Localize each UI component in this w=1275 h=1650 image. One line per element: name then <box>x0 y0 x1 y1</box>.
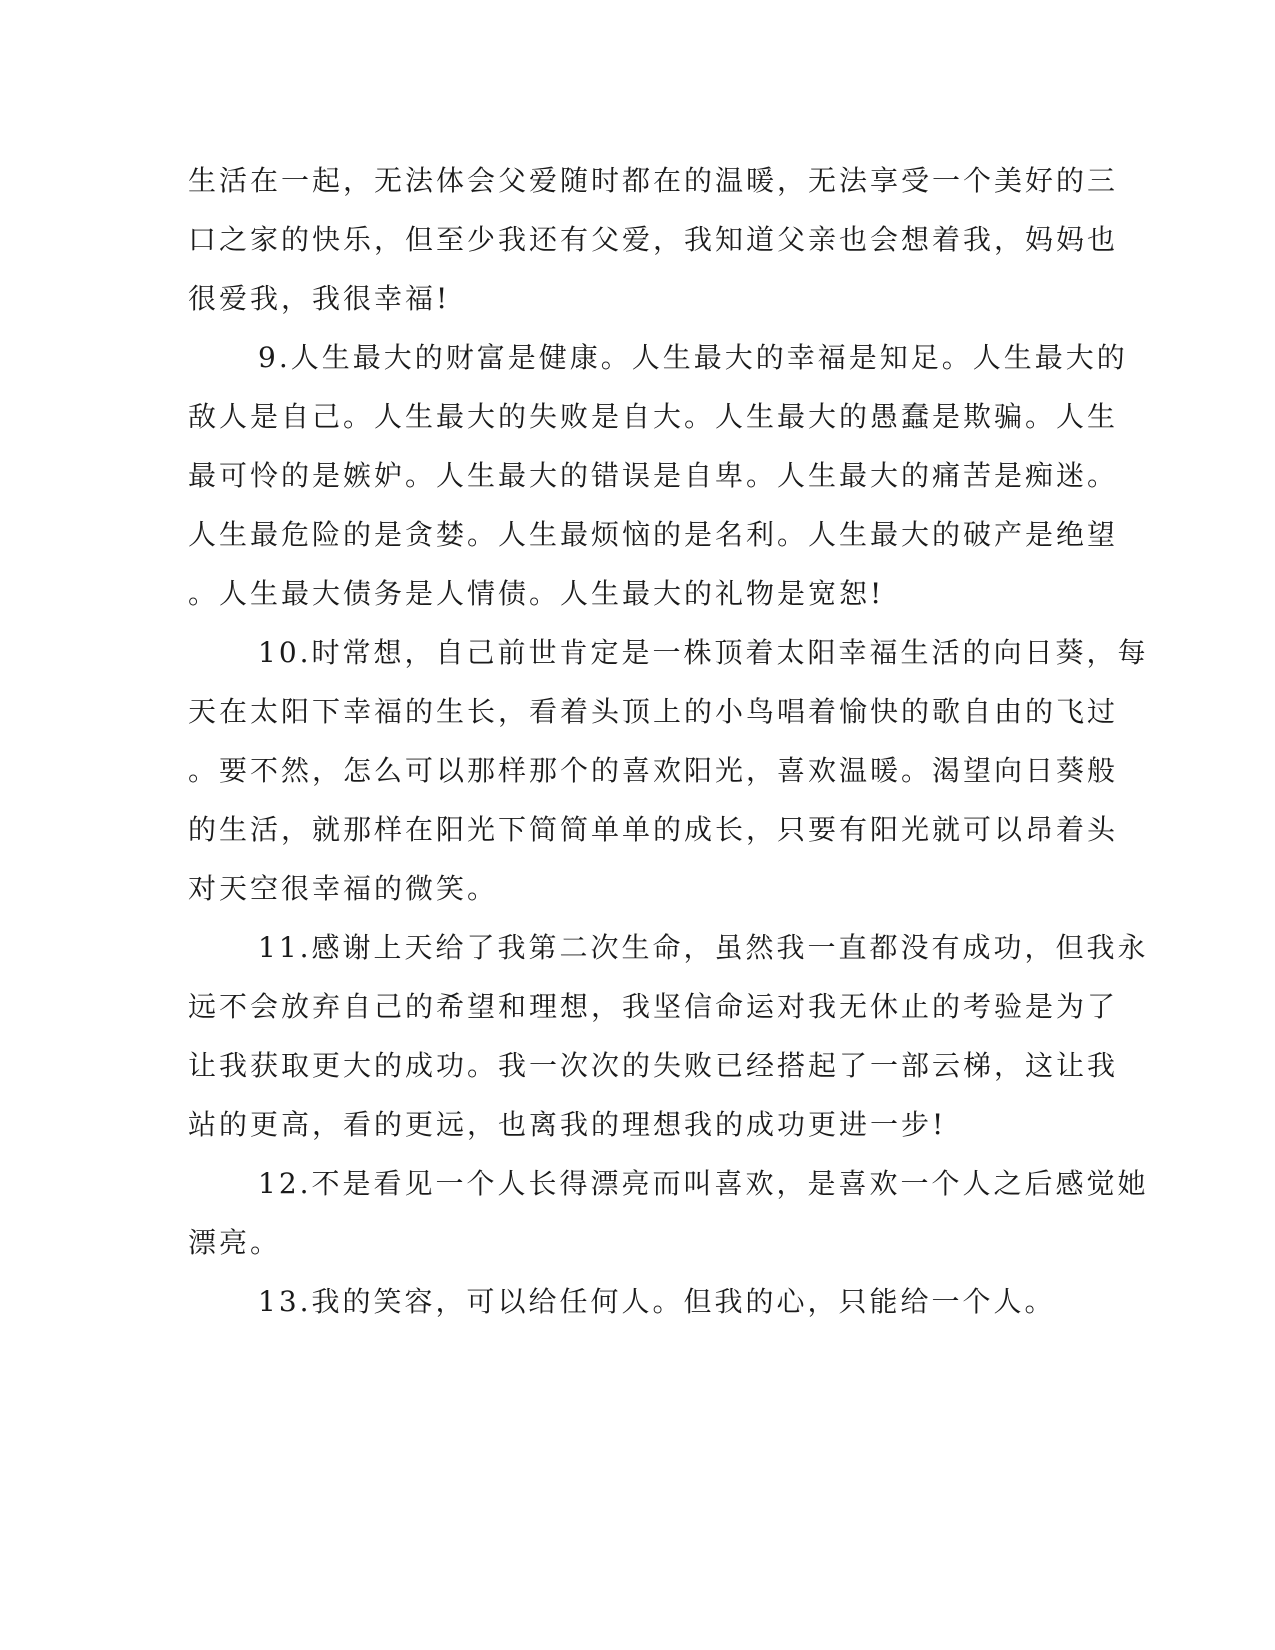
text-line: 站的更高，看的更远，也离我的理想我的成功更进一步! <box>188 1108 947 1141</box>
text-line: 11.感谢上天给了我第二次生命，虽然我一直都没有成功，但我永 <box>258 931 1149 964</box>
text-line: 敌人是自己。人生最大的失败是自大。人生最大的愚蠢是欺骗。人生 <box>188 400 1119 433</box>
text-line: 漂亮。 <box>188 1226 282 1259</box>
text-line: 9.人生最大的财富是健康。人生最大的幸福是知足。人生最大的 <box>258 341 1128 374</box>
text-line: 最可怜的是嫉妒。人生最大的错误是自卑。人生最大的痛苦是痴迷。 <box>188 459 1119 492</box>
text-line: 的生活，就那样在阳光下简简单单的成长，只要有阳光就可以昂着头 <box>188 813 1119 846</box>
text-line: 很爱我，我很幸福! <box>188 282 451 315</box>
text-line: 生活在一起，无法体会父爱随时都在的温暖，无法享受一个美好的三 <box>188 164 1119 197</box>
text-line: 。要不然，怎么可以那样那个的喜欢阳光，喜欢温暖。渴望向日葵般 <box>188 754 1119 787</box>
text-line: 对天空很幸福的微笑。 <box>188 872 499 905</box>
text-line: 天在太阳下幸福的生长，看着头顶上的小鸟唱着愉快的歌自由的飞过 <box>188 695 1119 728</box>
text-line: 让我获取更大的成功。我一次次的失败已经搭起了一部云梯，这让我 <box>188 1049 1119 1082</box>
text-line: 远不会放弃自己的希望和理想，我坚信命运对我无休止的考验是为了 <box>188 990 1119 1023</box>
text-line: 10.时常想，自己前世肯定是一株顶着太阳幸福生活的向日葵，每 <box>258 636 1149 669</box>
text-line: 口之家的快乐，但至少我还有父爱，我知道父亲也会想着我，妈妈也 <box>188 223 1119 256</box>
text-line: 13.我的笑容，可以给任何人。但我的心，只能给一个人。 <box>258 1285 1056 1318</box>
text-line: 人生最危险的是贪婪。人生最烦恼的是名利。人生最大的破产是绝望 <box>188 518 1119 551</box>
text-line: 。人生最大债务是人情债。人生最大的礼物是宽恕! <box>188 577 885 610</box>
text-line: 12.不是看见一个人长得漂亮而叫喜欢，是喜欢一个人之后感觉她 <box>258 1167 1149 1200</box>
